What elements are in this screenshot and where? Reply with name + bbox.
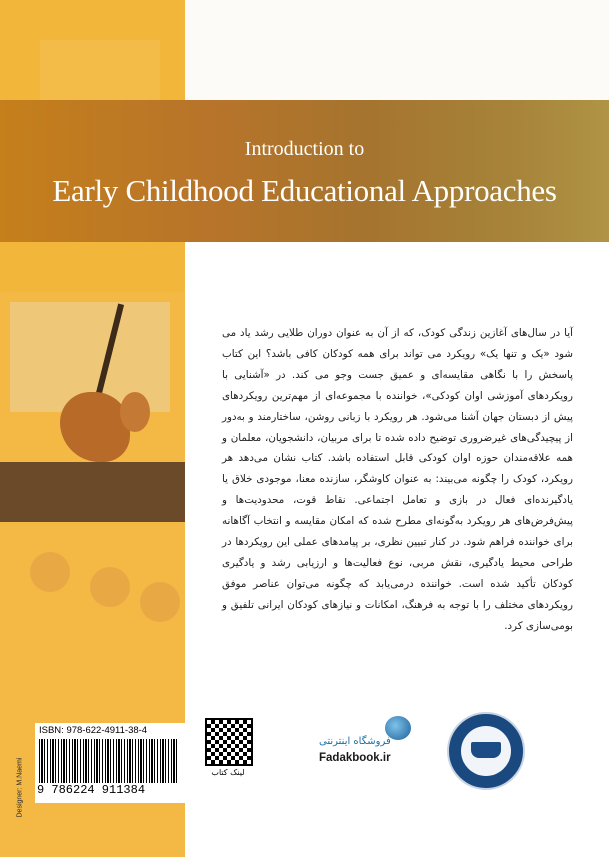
title-band xyxy=(0,100,609,242)
store-url[interactable]: Fadakbook.ir xyxy=(319,752,391,764)
illustration-child xyxy=(30,552,70,592)
seal-book-icon xyxy=(471,742,501,758)
barcode-icon xyxy=(39,739,179,783)
title-line-2: Early Childhood Educational Approaches xyxy=(52,173,557,208)
qr-code-icon[interactable] xyxy=(205,718,253,766)
stripe-decoration xyxy=(40,40,160,100)
isbn-barcode-box xyxy=(35,723,185,803)
illustration-child xyxy=(140,582,180,622)
designer-credit xyxy=(14,730,26,820)
description-paragraph: آیا در سال‌های آغازین زندگی کودک، که از آن به عنوان دوران طلایی رشد یاد می شود «یک و تنها یک» رویکرد می تواند برای همه کودکان کافی باشد؟ این کتاب پاسخش را با نگاهی مقایسه‌ای و عمیق جست وجو می کند. در «آشنایی با رویکردهای آموزشی اوان کودکی»، خواننده با مجموعه‌ای از مهم‌ترین رویکردهای پیش از دبستان جهان آشنا می‌شود. هر رویکرد با زبانی روشن، ساختارمند و به‌دور از پیچیدگی‌های غیرضروری توضیح داده شده تا برای مربیان، دانشجویان، معلمان و همه علاقه‌مندان حوزه اوان کودکی قابل استفاده باشد. کتاب نشان می‌دهد هر رویکرد، کودک را چگونه می‌بیند: به عنوان کاوشگر، سازنده معنا، موجودی خلاق یا یادگیرنده‌ای فعال در بازی و تعامل اجتماعی. نقاط قوت، محدودیت‌ها و پیش‌فرض‌های هر رویکرد به‌گونه‌ای مطرح شده که امکان مقایسه و انتخاب آگاهانه برای خواننده فراهم شود. در کنار تبیین نظری، بر پیامدهای عملی این رویکردها در طراحی محیط یادگیری، نقش مربی، نوع فعالیت‌ها و ارزیابی رشد و یادگیری کودکان تأکید شده است. خواننده درمی‌یابد که چگونه می‌توان عناصر موفق رویکردهای مختلف را با توجه به فرهنگ، امکانات و نیازهای کودکان ایرانی تلفیق و بومی‌سازی کرد. xyxy=(222,327,573,632)
globe-icon xyxy=(385,716,411,740)
designer-credit-text: Designer: M.Naemi xyxy=(16,757,24,818)
store-name: فروشگاه اینترنتی xyxy=(319,736,391,747)
illustration-paint-blob xyxy=(120,392,150,432)
publisher-seal-icon xyxy=(447,712,525,790)
description-block xyxy=(222,323,573,637)
illustration-floor xyxy=(0,462,185,522)
illustration-paint-blob xyxy=(60,392,130,462)
qr-label: لینک کتاب xyxy=(211,768,245,777)
isbn-label: ISBN: 978-622-4911-38-4 xyxy=(39,725,148,736)
illustration-child xyxy=(90,567,130,607)
title-line-1: Introduction to xyxy=(244,138,365,160)
barcode-digits: 9 786224 911384 xyxy=(37,783,146,797)
